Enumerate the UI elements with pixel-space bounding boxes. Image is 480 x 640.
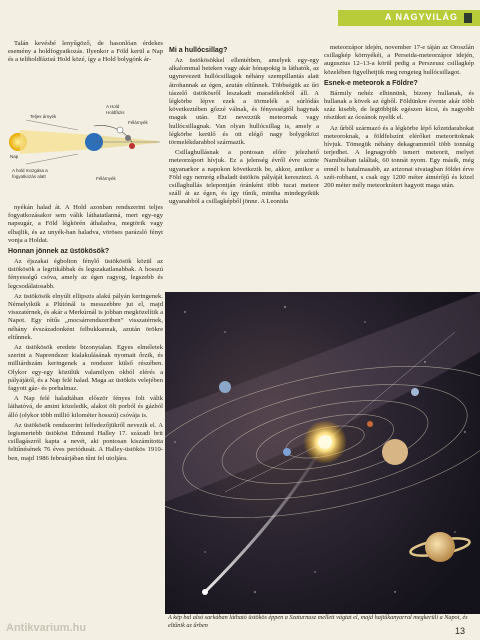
- paragraph: Az űrből származó és a légkörbe lépő kőzetdarabokat meteoroknak, a földfelszínt elérőket meteoritoknak hívjuk. Tömegük néhány dekagrammtól több tonnáig terjedhet. A legnagyobb ismert meteorit, melyet Namíbiában találtak, 60 tonnát nyom. Egy másik, még ennél is hatalmasabb, az arizonai sivatagban földet érve szét-robbant, s csak egy 1200 méter átmérőjű és közel 200 méter mély meteorkrátert hagyott maga után.: [324, 124, 474, 190]
- paragraph: Az üstökösök rendszerint felfedezőjükről nevezik el. A legismertebb üstököst Edmund Halley 17. századi brit csillagászról kapta a nevét, aki pontosan kiszámította feltűnésének 76 éves periódusát. A Halley-üstökös 1910-ben, majd 1986 februárjában tűnt fel utoljára.: [8, 421, 163, 462]
- planet-shape: [367, 421, 373, 427]
- label-shadow: Teljes árnyék: [30, 114, 57, 119]
- paragraph: Az üstökösökkel ellentétben, amelyek egy-egy alkalommal heteken vagy akár hónapokig is láthatók, az ugynevezett hullócsillagok néhány szempillantás alatt átrohannak az égen, azután eltűnnek. Többségük az űri tászelő üstökösről leszakadt maradékokból áll. A légkörbe lépve ezek a törmelék a súrlódás következtében gőzzé válnak, és fényességtől hagynak maguk után. Ezt nevezzük meteornak vagy hullócsillagnak. Van olyan hullócsillag is, amely a légkörbe kerülő és ott elégő nagy bolygóközi törmelékdarabbol származik.: [169, 57, 319, 147]
- paragraph: Bármily nehéz elhinnünk, bizony hullanak, és hullanak a kövek az égből. Földünkre évente akár több száz kisebb, de legtöbbjük egészen kicsi, és nagyobb részüket az óceánok nyelik el.: [324, 89, 474, 122]
- paragraph: Az éjszakai égbolton fénylő üstökösök közül az üstökösök a legritkábbak és legszakatlanabbak. A hosszú fényességű csóva, amely az égen ragyog, legszebb és legcsodálatosabb.: [8, 258, 163, 290]
- label-sun: Nap: [10, 154, 19, 159]
- section-heading: Esnek-e meteorok a Földre?: [324, 79, 418, 87]
- header-marker: [464, 13, 472, 23]
- paragraph: Talán kevésbé lenyűgöző, de hasonlóan érdekes esemény a holdfogyatkozás. Ilyenkor a Föld kerül a Nap és a teliholdfázisú Hold közé, így a Hold bolygónk ár-: [8, 40, 163, 64]
- jupiter-shape: [382, 439, 408, 465]
- paragraph: Az üstökösök elnyúlt ellipszis alakú pályán keringenek. Némelyikük a Plútónál is messzebbre jut el, majd visszatérnek, és akár a Merkúrnál is jobban megközelítik a Napot. Egy rétűs „mocsárrendszeriben” visszatérnek, néhány évszázadonként felbukkannak, azután örökre eltűnnek.: [8, 292, 163, 341]
- solar-system-illustration: [165, 292, 480, 614]
- section-heading: Mi a hullócsillag?: [169, 47, 228, 54]
- label-orbit: A hold mozgása a: [12, 168, 48, 173]
- planet-shape: [283, 448, 291, 456]
- page-number: 13: [455, 626, 466, 636]
- label-penumbra: Félárnyék: [128, 120, 148, 125]
- label-half-shadow: Félárnyék: [96, 176, 116, 181]
- paragraph: A Nap felé haladtában először fényes folt válik láthatóvá, de amint közeledik, alakot ölt porból és gázból álló (olykor több millió kilométer hosszú) csóvája is.: [8, 395, 163, 419]
- section-header-bar: [338, 10, 480, 26]
- section-heading: Honnan jönnek az üstökösök?: [8, 248, 110, 256]
- label-orbit-2: fogyatkozás alatt: [12, 174, 46, 179]
- label-moon-phase: Holdfázis: [106, 110, 125, 115]
- paragraph: meteorzápor idején, november 17-e táján az Oroszlán csillagkép környékéi, a Perseida-meteorzápor idején, augusztus 12–13-a körül pedig a Perszeusz csillagkép közelében figyelhetjük meg rengeteg hullócsillagot.: [324, 44, 474, 76]
- image-caption: A kép bal alsó sarkában látható üstökös éppen a Szaturnusz mellett vágtat el, majd hajtűkanyarral megkerüli a Napot, és eltűnik az űrben: [168, 614, 468, 629]
- paragraph: nyékán halad át. A Hold azonban rendszerint teljes fogyatkozásakor sem válik láthatatlanná, mert egy-egy napsugár, a Föld légkörén áthaladva, megtörik vagy elhajlik, és az unyék-ban haladva, vöröses parázsló fényt vonja a Holdat.: [8, 204, 163, 244]
- paragraph: Az üstökösök eredete bizonytalan. Egyes elméletek szerint a Naprendszer kialakulásának nyomait őrzik, és milliárdszám keringenek a rendszer külső részében. Olykor egy-egy közülük valamilyen okból elérés a pályájától, és a Nap felé halad. Maga az üstökös velejében fagyott gáz- és porhalmaz.: [8, 344, 163, 393]
- label-moon: A Hold: [106, 104, 120, 109]
- section-title: A NAGYVILÁG: [384, 12, 458, 22]
- column-2: [169, 44, 319, 209]
- column-1-top: [8, 40, 163, 67]
- watermark-text: Antikvarium.hu: [6, 622, 87, 634]
- comet-head: [202, 589, 208, 595]
- column-3: [324, 44, 474, 192]
- lunar-eclipse-diagram: [8, 86, 163, 198]
- column-1-bottom: [8, 204, 163, 465]
- planet-shape: [411, 388, 419, 396]
- paragraph: Csillaghullásnak a pontosan előre jelezhető meteorzáport hívjuk. Ez a jelenség évről évre szinte ugyanarkor a napokon következik be, akkor, amikor a Föld egy nemrég elhaladt üstökös pályáját keresztezi. A csillaghullás telepontján óránként több tucat meteor száll át az égen, és így tűnik, mintha mindegyikük ugyanabból a csillagképből jönne. A Leonida: [169, 149, 319, 206]
- planet-shape: [219, 381, 231, 393]
